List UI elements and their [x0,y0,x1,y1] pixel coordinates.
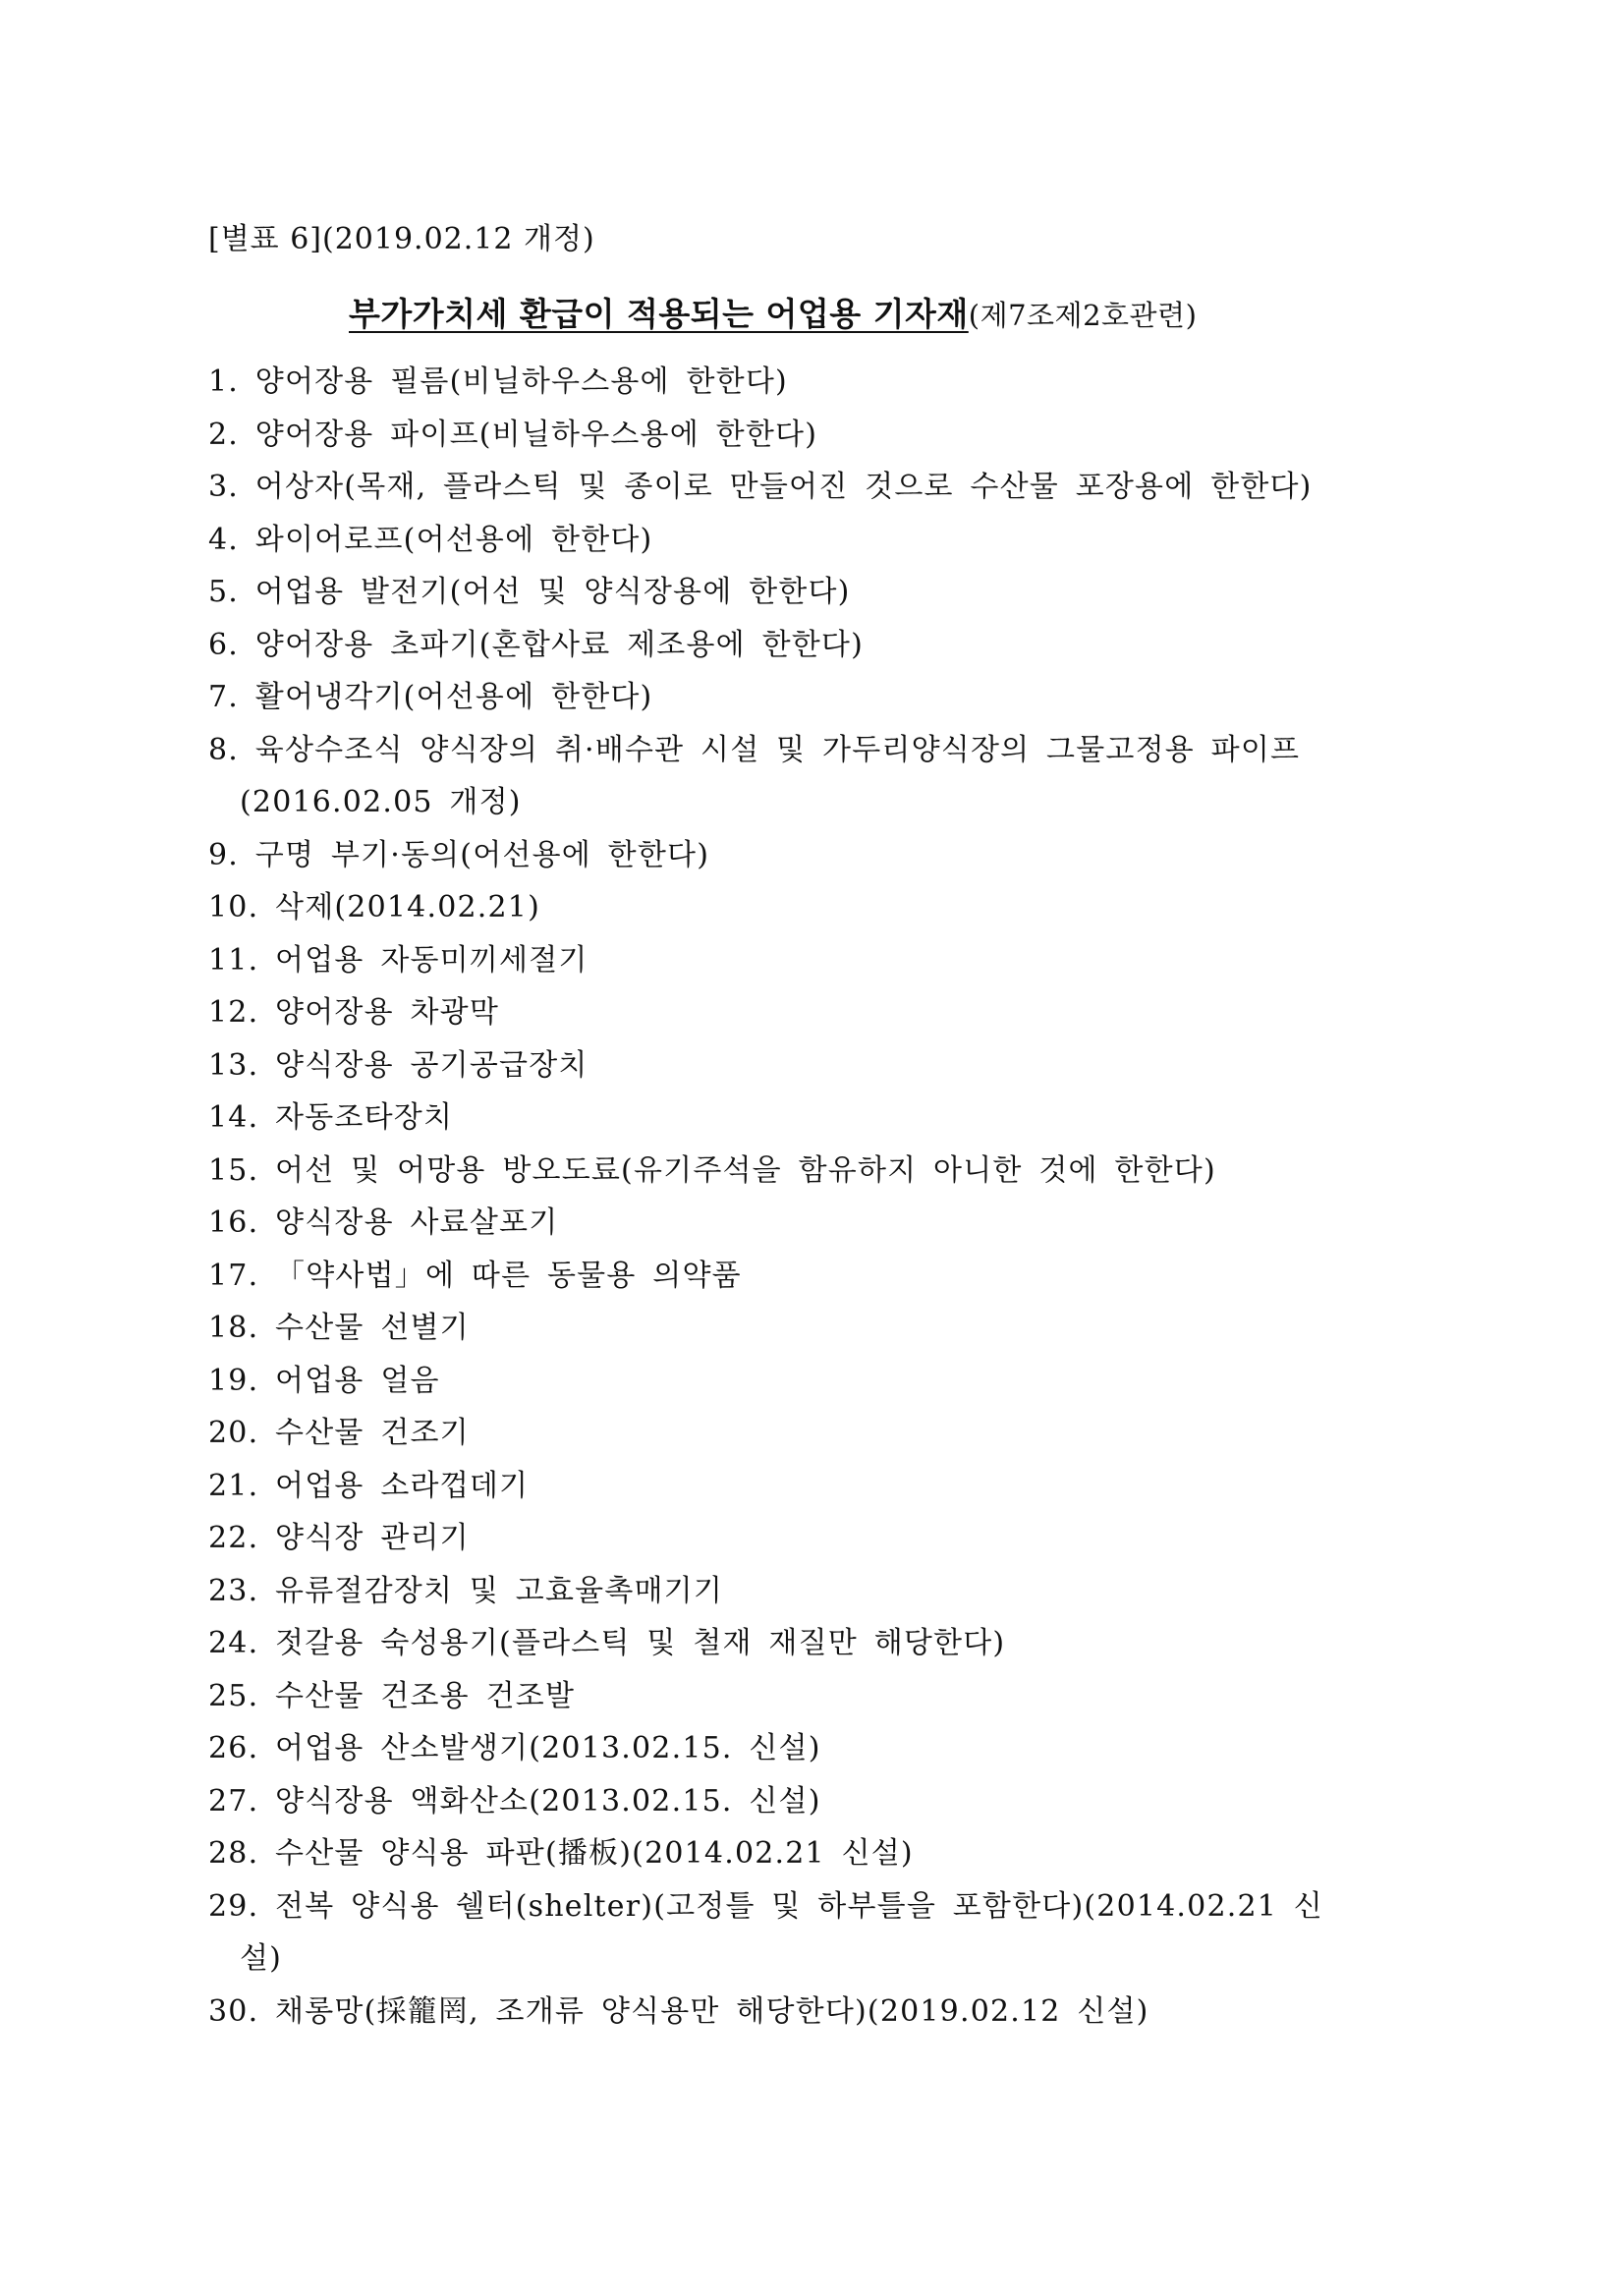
list-item-text: 4. 와이어로프(어선용에 한한다) [208,522,653,557]
list-item-text: 7. 활어냉각기(어선용에 한한다) [208,680,653,714]
list-item [208,829,1446,882]
list-item-text: 24. 젓갈용 숙성용기(플라스틱 및 철재 재질만 해당한다) [208,1626,1006,1660]
list-item-text: 8. 육상수조식 양식장의 취·배수관 시설 및 가두리양식장의 그물고정용 파이프 [208,732,1301,767]
list-item-text: 13. 양식장용 공기공급장치 [208,1047,588,1083]
list-item-text: 16. 양식장용 사료살포기 [208,1205,559,1240]
list-item-text: 22. 양식장 관리기 [208,1521,470,1555]
list-item [208,1512,1446,1565]
list-item [208,1565,1446,1618]
list-item [208,1197,1446,1250]
list-item [208,1775,1446,1828]
list-item-text: 14. 자동조타장치 [208,1100,454,1135]
list-item-text: 1. 양어장용 필름(비닐하우스용에 한한다) [208,364,788,399]
list-item-text: 2. 양어장용 파이프(비닐하우스용에 한한다) [208,417,818,452]
list-item-text: 19. 어업용 얼음 [208,1363,440,1398]
list-item-text: 30. 채롱망(採籠罔, 조개류 양식용만 해당한다)(2019.02.12 신설) [208,1993,1149,2029]
list-item [208,1250,1446,1303]
list-item-text: 3. 어상자(목재, 플라스틱 및 종이로 만들어진 것으로 수산물 포장용에 한한다) [208,470,1313,504]
list-item-text: 11. 어업용 자동미끼세절기 [208,942,588,978]
list-item-continuation: (2016.02.05 개정) [240,785,522,819]
list-item [208,1827,1446,1880]
list-item-continuation: 설) [240,1941,283,1976]
list-item-text: 6. 양어장용 초파기(혼합사료 제조용에 한한다) [208,627,865,662]
list-item-text: 28. 수산물 양식용 파판(播板)(2014.02.21 신설) [208,1836,914,1871]
list-item [208,1617,1446,1670]
list-item-text: 15. 어선 및 어망용 방오도료(유기주석을 함유하지 아니한 것에 한한다) [208,1152,1216,1188]
list-item-text: 10. 삭제(2014.02.21) [208,890,540,924]
list-item-text: 17. 「약사법」에 따른 동물용 의약품 [208,1258,742,1293]
document-title: 부가가치세 환급이 적용되는 어업용 기자재 [349,295,969,333]
list-item-text: 20. 수산물 건조기 [208,1416,470,1450]
list-item-text: 12. 양어장용 차광막 [208,995,500,1030]
list-item-text: 5. 어업용 발전기(어선 및 양식장용에 한한다) [208,575,851,609]
equipment-list [208,356,1446,2038]
list-item-text: 29. 전복 양식용 쉘터(shelter)(고정틀 및 하부틀을 포함한다)(2014.02.21 신 [208,1888,1323,1924]
document-title-line [349,289,1197,335]
list-item [208,1039,1446,1092]
list-item [208,566,1446,619]
list-item [208,1145,1446,1198]
list-item [208,1407,1446,1460]
list-item [208,514,1446,567]
list-item [208,1722,1446,1775]
list-item [208,1880,1446,1986]
list-item [208,1355,1446,1408]
list-item [208,881,1446,934]
list-item-text: 21. 어업용 소라껍데기 [208,1468,530,1503]
list-item [208,1460,1446,1513]
list-item-text: 25. 수산물 건조용 건조발 [208,1678,576,1713]
list-item-text: 18. 수산물 선별기 [208,1311,470,1345]
title-reference: (제7조제2호관련) [968,299,1198,332]
list-item [208,356,1446,409]
list-item-text: 23. 유류절감장치 및 고효율촉매기기 [208,1573,724,1608]
list-item [208,724,1446,829]
list-item-text: 27. 양식장용 액화산소(2013.02.15. 신설) [208,1783,821,1819]
list-item [208,986,1446,1039]
list-item [208,1302,1446,1355]
list-item-text: 26. 어업용 산소발생기(2013.02.15. 신설) [208,1731,821,1765]
list-item [208,461,1446,514]
list-item-text: 9. 구명 부기·동의(어선용에 한한다) [208,837,710,872]
list-item [208,1670,1446,1723]
list-item [208,409,1446,462]
list-item [208,1092,1446,1145]
list-item [208,1986,1446,2039]
list-item [208,671,1446,724]
list-item [208,934,1446,987]
annex-label: [별표 6](2019.02.12 개정) [208,222,595,256]
list-item [208,619,1446,672]
